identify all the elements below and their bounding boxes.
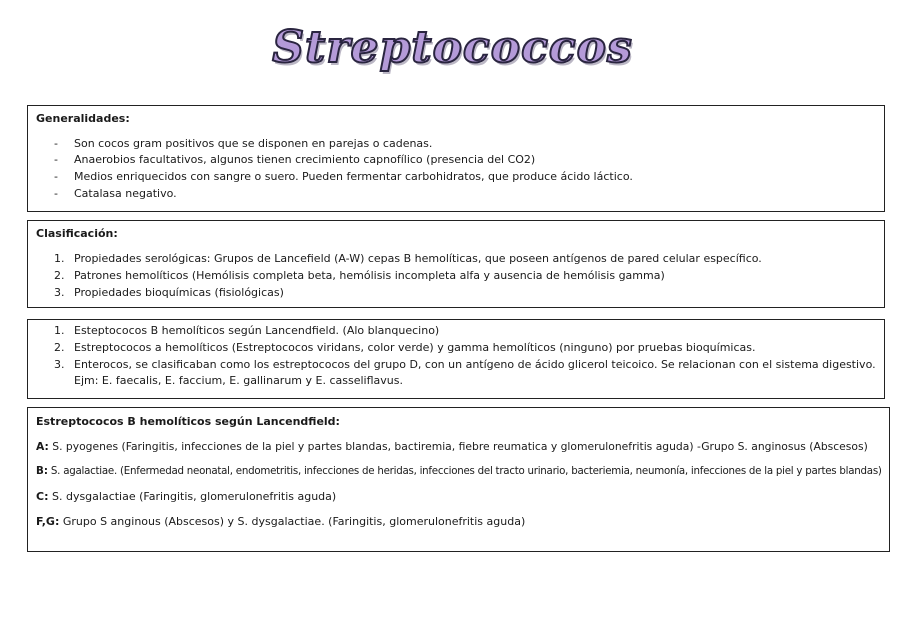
page-title: Streptococcos: [272, 22, 633, 73]
clasificacion-box: [27, 220, 885, 308]
group-text: S. agalactiae. (Enfermedad neonatal, endometritis, infecciones de heridas, infecciones del tracto urinario, bacteriemia, neumonía, infecciones de la piel y partes blandas): [47, 465, 882, 477]
bullet-marker: -: [54, 187, 58, 200]
list-item-text: Propiedades serológicas: Grupos de Lancefield (A-W) cepas B hemolíticas, que poseen antígenos de pared celular específico.: [74, 252, 762, 265]
list-item-text: Esteptococos B hemolíticos según Lancendfield. (Alo blanquecino): [74, 324, 440, 337]
list-number: 3.: [54, 286, 65, 299]
list-number: 3.: [54, 358, 65, 371]
list-item-text: Son cocos gram positivos que se disponen en parejas o cadenas.: [74, 137, 433, 150]
group-label: B:: [36, 465, 48, 477]
list-number: 1.: [54, 324, 65, 337]
generalidades-heading: Generalidades:: [36, 112, 130, 125]
grupos-box: [27, 319, 885, 399]
group-label: A:: [36, 440, 49, 453]
list-item-text: Medios enriquecidos con sangre o suero. Pueden fermentar carbohidratos, que produce ácido láctico.: [74, 170, 633, 183]
clasificacion-heading: Clasificación:: [36, 227, 118, 240]
list-item-text: Anaerobios facultativos, algunos tienen crecimiento capnofílico (presencia del CO2): [74, 153, 536, 166]
list-item-text: Patrones hemolíticos (Hemólisis completa beta, hemólisis incompleta alfa y ausencia de hemólisis gamma): [74, 269, 665, 282]
list-item-text: Propiedades bioquímicas (fisiológicas): [74, 286, 284, 299]
group-text: Grupo S anginous (Abscesos) y S. dysgalactiae. (Faringitis, glomerulonefritis aguda): [59, 515, 526, 528]
list-number: 1.: [54, 252, 65, 265]
bullet-marker: -: [54, 153, 58, 166]
group-entry: [36, 464, 883, 479]
group-text: S. pyogenes (Faringitis, infecciones de la piel y partes blandas, bactiremia, fiebre reumatica y glomerulonefritis aguda) -Grupo S. anginosus (Abscesos): [48, 440, 868, 453]
beta-hemoliticos-heading: Estreptococos B hemolíticos según Lancendfield:: [36, 415, 340, 428]
group-label: C:: [36, 490, 49, 503]
group-entry: [36, 489, 883, 504]
list-item-text: Enterocos, se clasificaban como los estreptococos del grupo D, con un antígeno de ácido glicerol teicoico. Se relacionan con el sistema digestivo. Ejm: E. faecalis, E. faccium, E. gallinarum y E. casseliflavus.: [74, 358, 876, 387]
bullet-marker: -: [54, 137, 58, 150]
list-item-text: Estreptococos a hemolíticos (Estreptococos viridans, color verde) y gamma hemolíticos (ninguno) por pruebas bioquímicas.: [74, 341, 756, 354]
group-entry: [36, 439, 883, 454]
beta-hemoliticos-box: [27, 407, 890, 552]
group-label: F,G:: [36, 515, 60, 528]
generalidades-box: [27, 105, 885, 212]
list-item-text: Catalasa negativo.: [74, 187, 177, 200]
list-number: 2.: [54, 341, 65, 354]
bullet-marker: -: [54, 170, 58, 183]
group-text: S. dysgalactiae (Faringitis, glomerulonefritis aguda): [48, 490, 337, 503]
group-entry: [36, 514, 883, 529]
list-number: 2.: [54, 269, 65, 282]
